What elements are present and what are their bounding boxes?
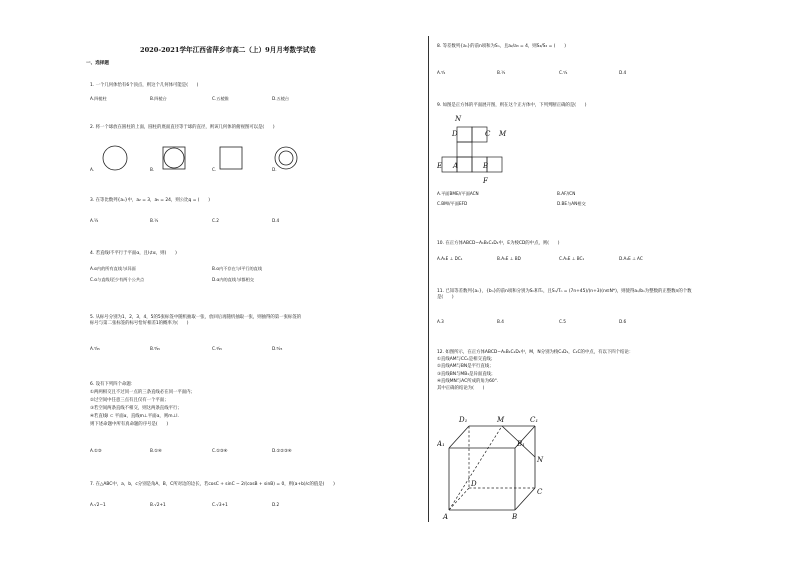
question-12-line-2: ①直线AM与CC₁是相交直线； [437,357,496,363]
option-d[interactable]: D.五棱台 [272,96,290,101]
option-b[interactable]: B.①④ [150,448,162,453]
cube-figure [437,410,557,522]
option-d[interactable]: D.4 [272,218,280,223]
question-6 [90,381,195,429]
option-a[interactable]: A.√2−1 [90,502,106,507]
net-label-f: F [483,177,488,185]
net-label-b: B [483,162,489,170]
option-a[interactable]: A.α内的所有直线与l异面 [90,266,136,271]
option-b[interactable]: B.4 [497,319,504,324]
option-b[interactable]: B.四棱台 [150,96,167,101]
question-1: 1. 一个几何体恰有6个顶点，则这个几何体可能是( ) [90,83,199,88]
question-6-line-4: ③若空间两条直线不相交，则这两条直线平行； [90,406,182,411]
question-5-line-2: 标号与第二张标签的标号恰好相差1的概率为( ) [90,321,189,326]
option-b[interactable]: B.½ [150,218,159,223]
option-d[interactable]: D.BE与AN相交 [557,201,586,206]
option-a[interactable]: A.A₁E ⊥ DC₁ [437,256,463,261]
options-4 [90,266,390,286]
option-a[interactable]: A.①③ [90,448,102,453]
question-12-line-4: ③直线BN与MB₁是异面直线； [437,371,496,377]
option-a[interactable]: A.¼ [90,218,99,223]
question-6-line-5: ④若直线l ⊂ 平面α，直线m⊥平面α，则m⊥l. [90,414,179,419]
question-6-line-2: ①两两相交且不过同一点的三条直线必在同一平面内； [90,390,195,395]
net-label-m: M [499,130,507,138]
option-c[interactable]: C.α与直线l至少有两个公共点 [90,277,145,282]
option-a[interactable]: A.⁹⁄₂₅ [90,346,100,351]
cube-label-a: A [443,513,449,521]
page-title: 2020-2021学年江西省萍乡市高二（上）9月月考数学试卷 [140,46,316,54]
question-12-line-3: ②直线AM与BN是平行直线； [437,364,494,370]
net-label-e: E [437,162,443,170]
figure-c-square [220,147,242,169]
cube-label-b1: B₁ [517,440,525,448]
question-11-line-1: 11. 已知等差数列{aₙ}，{bₙ}的前n项和分别为Sₙ和Tₙ，且Sₙ/Tₙ = (7n+45)/(n+3)(n∈N*)，则使得aₙ/bₙ为整数的正整数n的个数 [437,289,692,294]
option-c[interactable]: C.①③④ [212,448,228,453]
option-a[interactable]: A.3 [437,319,444,324]
option-b[interactable]: B. [150,167,155,172]
option-c[interactable]: C.2 [212,218,219,223]
cube-label-d1: D₁ [459,416,468,424]
net-label-n: N [455,115,462,123]
question-3: 3. 在等比数列{aₙ}中，a₂ = 3，a₅ = 24，则公比q = ( ) [90,198,210,203]
option-a[interactable]: A.四棱柱 [90,96,107,101]
left-column [80,0,410,562]
figure-b-square-circle [163,147,185,169]
question-12-line-1: 12. 如图所示，在正方体ABCD−A₁B₁C₁D₁中，M，N分别为棱C₁D₁，C₁C的中点，有以下四个结论： [437,350,634,355]
option-c[interactable]: C.A₁E ⊥ BC₁ [559,256,585,261]
question-6-line-3: ②过空间中任意三点有且仅有一个平面； [90,398,169,403]
option-d[interactable]: D.2 [272,502,280,507]
option-c[interactable]: C.5 [559,319,566,324]
option-d[interactable]: D.α内的直线与l都相交 [212,277,254,282]
section-heading: 一、选择题 [86,61,109,66]
option-d[interactable]: D.⁸⁄₂₅ [272,346,283,351]
option-d[interactable]: D.A₁E ⊥ AC [619,256,643,261]
option-c[interactable]: C.⁴⁄₂₅ [212,346,222,351]
option-b[interactable]: B.⁸⁄₂₅ [150,346,160,351]
option-d[interactable]: D.4 [619,70,627,75]
question-6-line-6: 则下述命题中所有真命题的序号是( ) [90,422,169,427]
cube-label-d: D [471,480,477,488]
question-12-line-5: ④直线MN与AC所成的角为60°. [437,378,499,384]
question-4: 4. 若直线l不平行于平面α，且l⊄α，则( ) [90,251,177,256]
option-d[interactable]: D.6 [619,319,627,324]
option-a[interactable]: A.平面BME//平面ACN [437,191,479,196]
figure-a-circle [103,146,127,170]
cube-label-b: B [512,513,518,521]
question-6-line-1: 6. 设有下列四个命题： [90,382,136,387]
option-b[interactable]: B.A₁E ⊥ BD [497,256,521,261]
options-9 [437,191,697,211]
option-c[interactable]: C.五棱锥 [212,96,229,101]
option-d[interactable]: D. [272,167,277,172]
option-c[interactable]: C. [212,167,217,172]
option-b[interactable]: B.√2+1 [150,502,166,507]
net-label-a: A [453,162,459,170]
cube-label-m: M [497,416,505,424]
question-11 [437,289,692,301]
column-divider [428,36,429,522]
question-8: 8. 等差数列{aₙ}的前n项和为Sₙ，且a₂/a₃ = 4，则S₄/S₂ = ( ) [437,44,566,49]
net-label-c: C [485,130,491,138]
question-11-line-2: 是( ) [437,295,454,300]
option-a[interactable]: A.⁹⁄₄ [437,70,446,75]
option-b[interactable]: B.α内不存在与l平行的直线 [212,266,263,271]
option-c[interactable]: C.BM//平面EFD [437,201,468,206]
top-view-figures [90,143,330,177]
option-c[interactable]: C.⁵⁄₄ [559,70,568,75]
cube-label-a1: A₁ [437,440,445,448]
option-b[interactable]: B.½ [497,70,506,75]
cube-label-c: C [537,488,543,496]
question-2: 2. 将一个球放在圆柱的上面，圆柱的底面直径等于球的直径，则该几何体的俯视图可以是( ) [90,125,275,130]
question-7: 7. 在△ABC中，a，b，c分别是角A，B，C所对边的边长，若cosC + sinC − 2/(cosB + sinB) = 0，则(a+b)/c的值是( ) [90,482,335,487]
question-12-line-6: 其中正确的结论为( ) [437,386,485,392]
figure-d-concentric [275,147,297,169]
cube-label-c1: C₁ [530,416,539,424]
question-9: 9. 如图是正方体的平面展开图，则在这个正方体中，下列判断正确的是( ) [437,103,587,108]
option-c[interactable]: C.√3+1 [212,502,228,507]
option-a[interactable]: A. [90,167,95,172]
option-b[interactable]: B.AF//CN [557,191,576,196]
cube-net-figure [437,112,527,187]
question-5-line-1: 5. 从标号分别为1，2，3，4，5的5张标签中随机抽取一张，放回后再随机抽取一张，则抽得的第一张标签的 [90,315,302,320]
cube-label-n: N [537,456,544,464]
option-d[interactable]: D.①②③④ [272,448,292,453]
net-label-d: D [452,130,458,138]
question-12 [437,349,633,392]
right-column [437,0,737,562]
question-5 [90,315,301,327]
question-10: 10. 在正方体ABCD−A₁B₁C₁D₁中，E为棱CD的中点，则( ) [437,241,560,246]
